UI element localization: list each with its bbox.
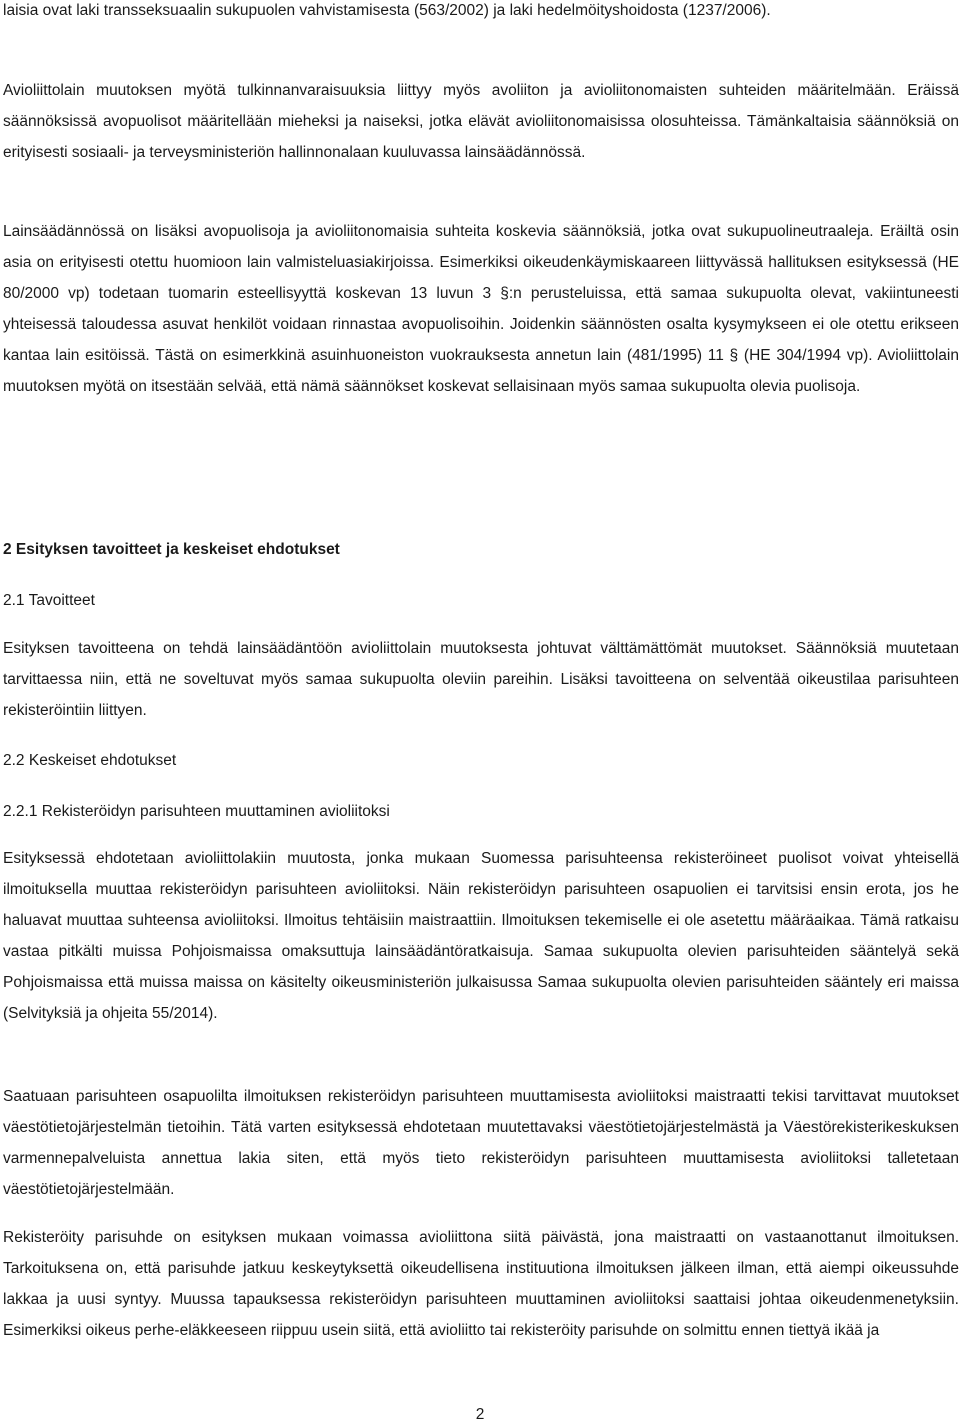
body-paragraph: laisia ovat laki transseksuaalin sukupuolen vahvistamisesta (563/2002) ja laki hedelmöityshoidosta (1237/2006). <box>3 2 771 19</box>
subsubsection-heading: 2.2.1 Rekisteröidyn parisuhteen muuttaminen avioliitoksi <box>3 803 390 820</box>
subsection-heading: 2.2 Keskeiset ehdotukset <box>3 752 177 769</box>
page-number: 2 <box>475 1406 485 1423</box>
body-paragraph: Saatuaan parisuhteen osapuolilta ilmoituksen rekisteröidyn parisuhteen muuttamisesta avioliitoksi maistraatti tekisi tarvittavat muutokset väestötietojärjestelmän tietoihin. Tätä varten esityksessä ehdotetaan muutettavaksi väestötietojärjestelmästä ja Väestörekisterikeskuksen varmennepalveluista annettua lakia siten, että myös tieto rekisteröidyn parisuhteen muuttamisesta avioliitoksi talletetaan väestötietojärjestelmään. <box>3 1088 959 1198</box>
body-paragraph: Lainsäädännössä on lisäksi avopuolisoja ja avioliitonomaisia suhteita koskevia säännöksiä, jotka ovat sukupuolineutraaleja. Eräiltä osin asia on erityisesti otettu huomioon lain valmisteluasiakirjoissa. Esimerkiksi oikeudenkäymiskaareen liittyvässä hallituksen esityksessä (HE 80/2000 vp) todetaan tuomarin esteellisyyttä koskevan 13 luvun 3 §:n perusteluissa, että samaa sukupuolta olevat, vakiintuneesti yhteisessä taloudessa asuvat henkilöt voidaan rinnastaa avopuolisoihin. Joidenkin säännösten osalta kysymykseen ei ole otettu erikseen kantaa lain esitöissä. Tästä on esimerkkinä asuinhuoneiston vuokrauksesta annetun lain (481/1995) 11 § (HE 304/1994 vp). Avioliittolain muutoksen myötä on itsestään selvää, että nämä säännökset koskevat sellaisinaan myös samaa sukupuolta olevia puolisoja. <box>3 223 959 395</box>
body-paragraph: Esityksessä ehdotetaan avioliittolakiin muutosta, jonka mukaan Suomessa parisuhteensa rekisteröineet puolisot voivat yhteisellä ilmoituksella muuttaa rekisteröidyn parisuhteen avioliitoksi. Näin rekisteröidyn parisuhteen osapuolien ei tarvitsisi ensin erota, jos he haluavat muuttaa suhteensa avioliitoksi. Ilmoitus tehtäisiin maistraattiin. Ilmoituksen tekemiselle ei ole asetettu määräaikaa. Tämä ratkaisu vastaa pitkälti muissa Pohjoismaissa omaksuttuja lainsäädäntöratkaisuja. Samaa sukupuolta olevien parisuhteiden sääntelyä sekä Pohjoismaissa että muissa maissa on käsitelty oikeusministeriön julkaisussa Samaa sukupuolta olevien parisuhteiden sääntely eri maissa (Selvityksiä ja ohjeita 55/2014). <box>3 850 959 1022</box>
subsection-heading: 2.1 Tavoitteet <box>3 592 95 609</box>
section-heading: 2 Esityksen tavoitteet ja keskeiset ehdotukset <box>3 541 340 558</box>
body-paragraph: Esityksen tavoitteena on tehdä lainsäädäntöön avioliittolain muutoksesta johtuvat välttämättömät muutokset. Säännöksiä muutetaan tarvittaessa niin, että ne soveltuvat myös samaa sukupuolta oleviin pareihin. Lisäksi tavoitteena on selventää oikeustilaa parisuhteen rekisteröintiin liittyen. <box>3 640 959 719</box>
body-paragraph: Avioliittolain muutoksen myötä tulkinnanvaraisuuksia liittyy myös avoliiton ja avioliitonomaisten suhteiden määritelmään. Eräissä säännöksissä avopuolisot määritellään mieheksi ja naiseksi, jotka elävät avioliitonomaisissa olosuhteissa. Tämänkaltaisia säännöksiä on erityisesti sosiaali- ja terveysministeriön hallinnonalaan kuuluvassa lainsäädännössä. <box>3 82 959 161</box>
body-paragraph: Rekisteröity parisuhde on esityksen mukaan voimassa avioliittona siitä päivästä, jona maistraatti on vastaanottanut ilmoituksen. Tarkoituksena on, että parisuhde jatkuu keskeytyksettä oikeudellisena instituutiona ilmoituksen jälkeen ilman, että aiempi oikeussuhde lakkaa ja uusi syntyy. Muussa tapauksessa rekisteröidyn parisuhteen muuttaminen avioliitoksi saattaisi johtaa oikeudenmenetyksiin. Esimerkiksi oikeus perhe-eläkkeeseen riippuu usein siitä, että avioliitto tai rekisteröity parisuhde on solmittu ennen tiettyä ikää ja <box>3 1229 959 1339</box>
